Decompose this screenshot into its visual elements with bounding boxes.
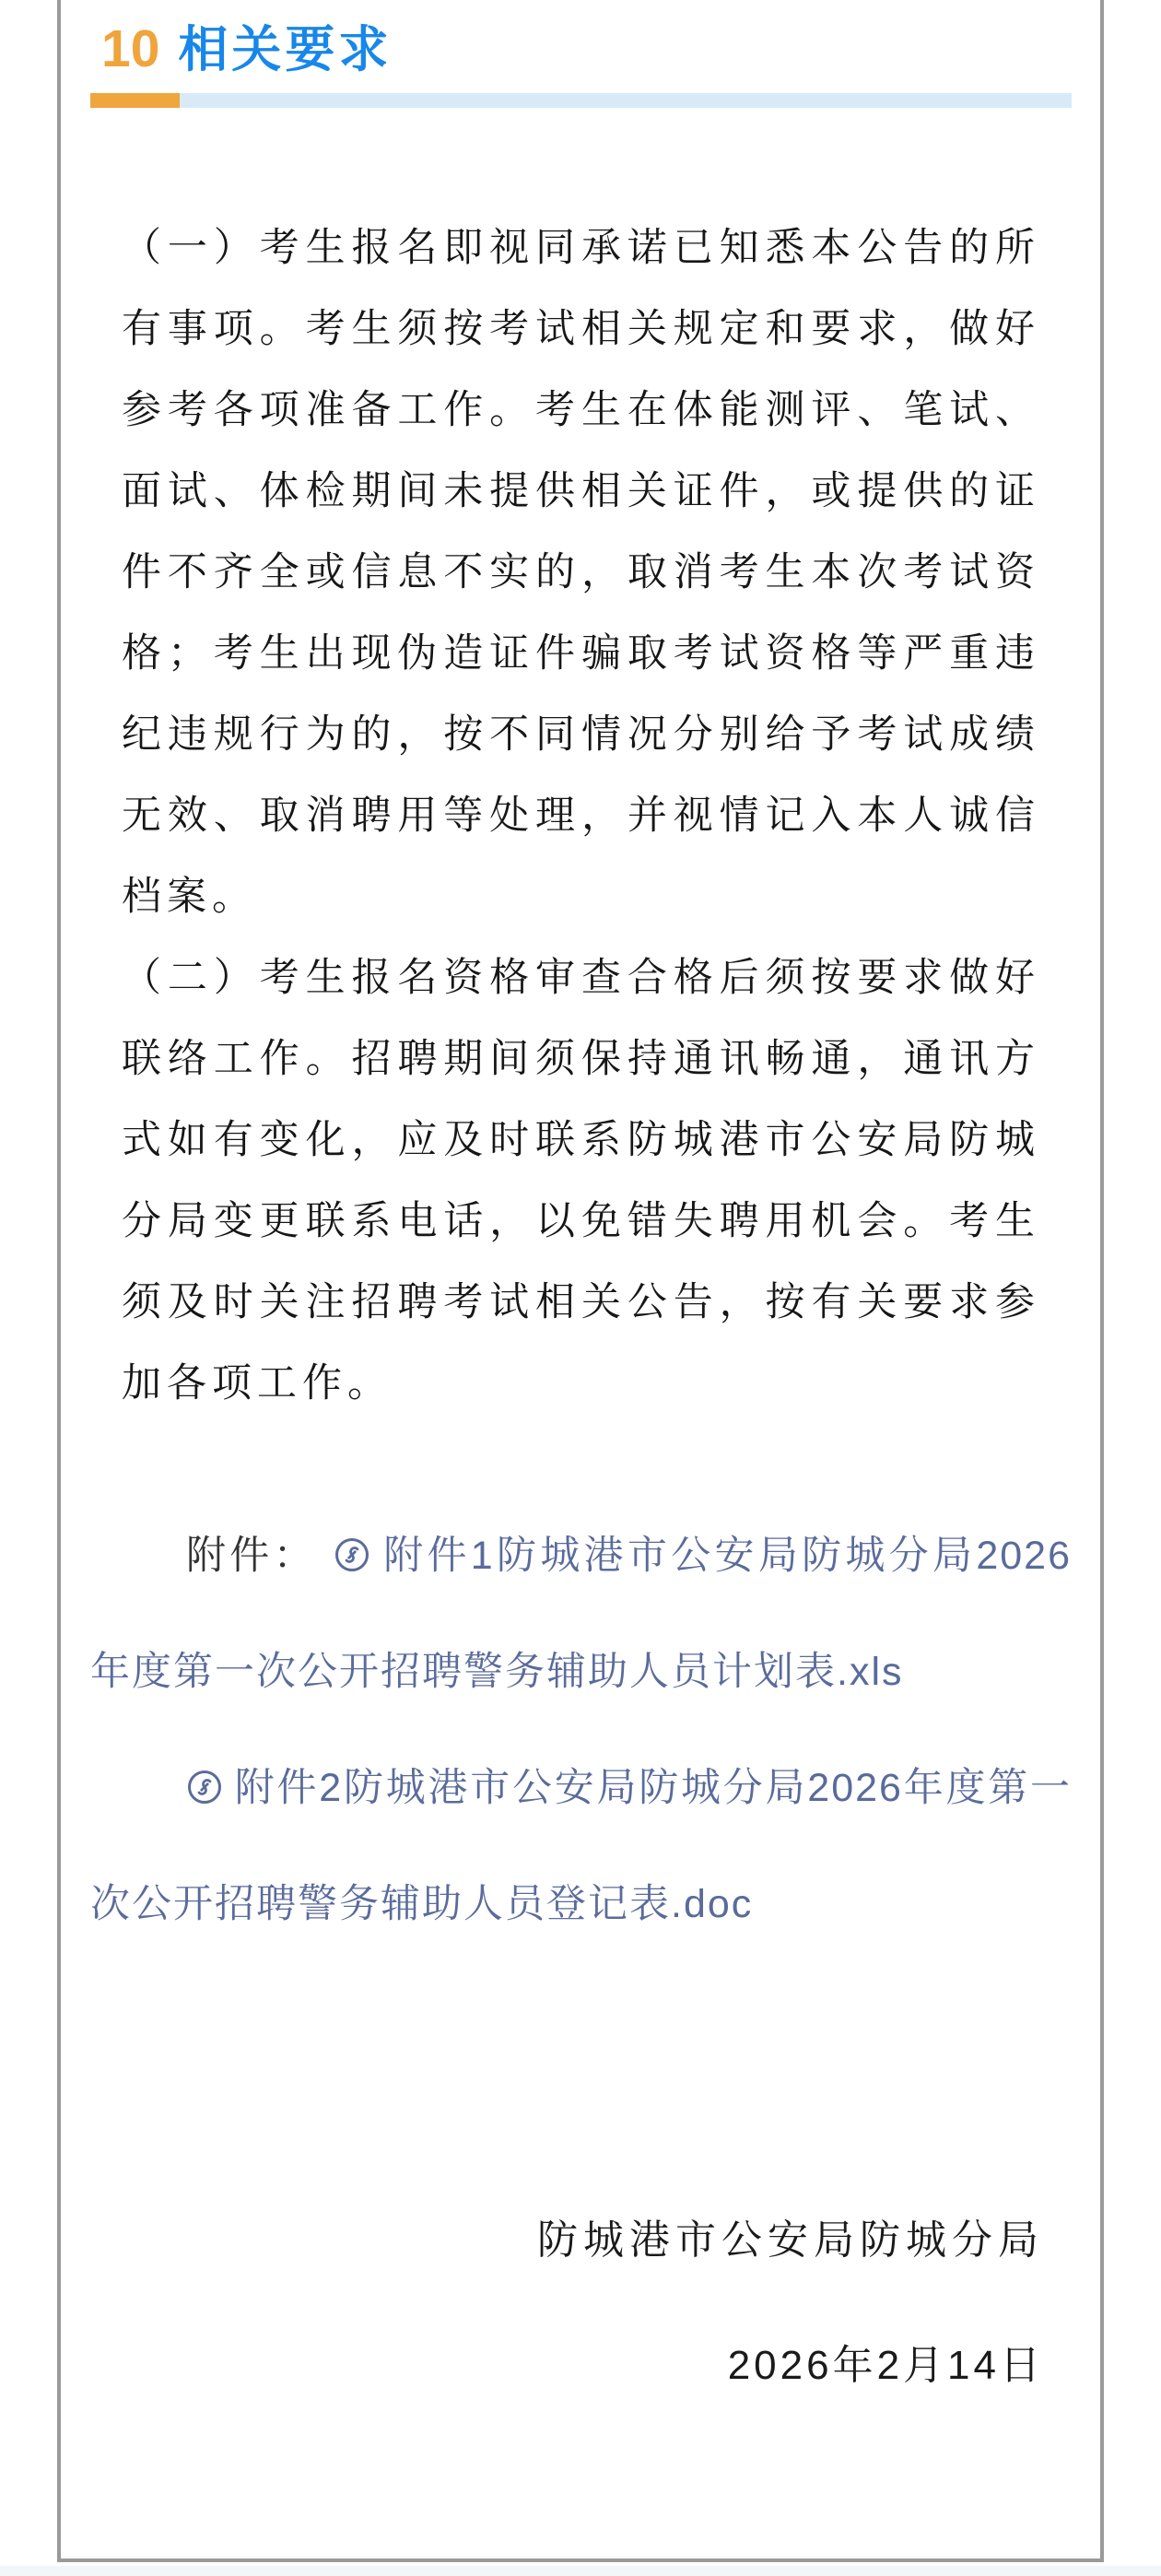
- attachment-link-icon[interactable]: [186, 1769, 223, 1806]
- divider-orange-segment: [90, 93, 180, 108]
- paragraph-1: （一）考生报名即视同承诺已知悉本公告的所有事项。考生须按考试相关规定和要求，做好参考各项准备工作。考生在体能测评、笔试、面试、体检期间未提供相关证件，或提供的证件不齐全或信息不实的，取消考生本次考试资格；考生出现伪造证件骗取考试资格等严重违纪违规行为的，按不同情况分别给予考试成绩无效、取消聘用等处理，并视情记入本人诚信档案。: [122, 225, 1040, 919]
- section-number: 10: [101, 19, 160, 78]
- attachments-label: 附件：: [186, 1533, 317, 1578]
- paragraph-2: （二）考生报名资格审查合格后须按要求做好联络工作。招聘期间须保持通讯畅通，通讯方式如有变化，应及时联系防城港市公安局防城分局变更联系电话，以免错失聘用机会。考生须及时关注招聘考试相关公告，按有关要求参加各项工作。: [122, 955, 1040, 1406]
- next-section-edge: [0, 2566, 1161, 2576]
- signature-date: 2026年2月14日: [727, 2342, 1044, 2388]
- attachment-item-1: [90, 1498, 1072, 1730]
- section-title: 相关要求: [178, 22, 393, 77]
- section-divider-bar: [90, 93, 1072, 108]
- section-header: [90, 20, 1072, 78]
- signature-block: [90, 2213, 1072, 2394]
- divider-blue-segment: [180, 93, 1072, 108]
- article-content: [61, 0, 1100, 2558]
- requirements-text: [90, 207, 1072, 1424]
- attachment-link-icon[interactable]: [334, 1536, 370, 1573]
- article-card: [57, 0, 1104, 2562]
- attachment-item-2: [90, 1730, 1072, 1962]
- attachments-section: [90, 1498, 1072, 1962]
- attachment-link-2[interactable]: [90, 1766, 1072, 1926]
- attachment-link-text[interactable]: 附件1防城港市公安局防城分局2026年度第一次公开招聘警务辅助人员计划表.xls: [90, 1533, 1072, 1694]
- signature-organization: 防城港市公安局防城分局: [537, 2217, 1044, 2263]
- attachment-link-text[interactable]: 附件2防城港市公安局防城分局2026年度第一次公开招聘警务辅助人员登记表.doc: [90, 1765, 1072, 1926]
